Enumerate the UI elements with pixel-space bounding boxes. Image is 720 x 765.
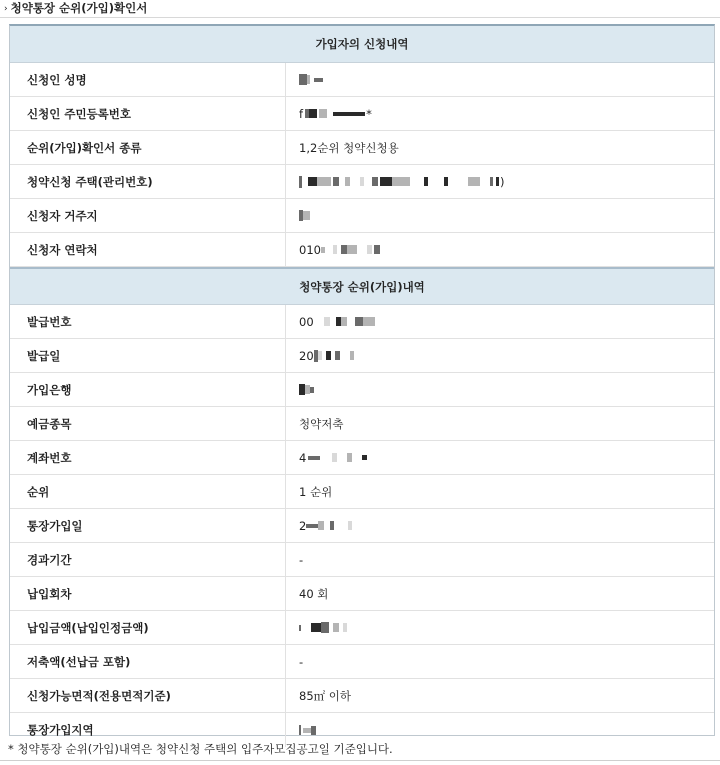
- redaction-mark: [330, 521, 334, 530]
- redaction-mark: [348, 521, 352, 530]
- join-date-label: 통장가입일: [10, 509, 286, 542]
- certificate-table: [9, 24, 715, 736]
- table-row: [10, 509, 714, 543]
- join-date-value: 2: [286, 509, 714, 542]
- redaction-mark: [299, 176, 302, 188]
- redaction-mark: [318, 351, 322, 360]
- redaction-mark: [424, 177, 428, 186]
- payment-count-value: 40 회: [299, 586, 329, 601]
- elapsed-period-label: 경과기간: [10, 543, 286, 576]
- redaction-mark: [303, 728, 311, 733]
- table-row: [10, 577, 714, 611]
- residence-label: 신청자 거주지: [10, 199, 286, 232]
- table-row: [10, 441, 714, 475]
- table-row: [10, 611, 714, 645]
- table-row: [10, 305, 714, 339]
- redaction-mark: [363, 317, 375, 326]
- savings-amount-label: 저축액(선납금 포함): [10, 645, 286, 678]
- applicant-rrn-label: 신청인 주민등록번호: [10, 97, 286, 130]
- redaction-mark: [299, 625, 301, 631]
- redaction-mark: [374, 245, 380, 254]
- redaction-mark: [321, 247, 325, 253]
- bank-label: 가입은행: [10, 373, 286, 406]
- redaction-mark: [319, 109, 327, 118]
- account-number-label: 계좌번호: [10, 441, 286, 474]
- issue-number-label: 발급번호: [10, 305, 286, 338]
- certificate-type-value: 1,2순위 청약신청용: [299, 140, 399, 155]
- redaction-mark: [311, 623, 321, 632]
- page-title-text: 청약통장 순위(가입)확인서: [10, 1, 148, 15]
- redaction-mark: [333, 112, 351, 116]
- redaction-mark: [299, 74, 307, 85]
- redaction-mark: [468, 177, 480, 186]
- redaction-mark: [318, 521, 324, 530]
- table-row: [10, 543, 714, 577]
- redaction-mark: [309, 109, 317, 118]
- redaction-mark: [350, 351, 354, 360]
- redaction-mark: [490, 177, 493, 186]
- rank-label: 순위: [10, 475, 286, 508]
- contact-label: 신청자 연락처: [10, 233, 286, 266]
- account-region-label: 통장가입지역: [10, 713, 286, 747]
- table-row: [10, 339, 714, 373]
- redaction-mark: [321, 622, 329, 633]
- footnote: * 청약통장 순위(가입)내역은 청약신청 주택의 입주자모집공고일 기준입니다.: [8, 742, 393, 756]
- deposit-type-label: 예금종목: [10, 407, 286, 440]
- redaction-mark: [444, 177, 448, 186]
- bank-value: [286, 373, 714, 406]
- residence-value: [286, 199, 714, 232]
- redaction-mark: [308, 177, 317, 186]
- table-row: [10, 199, 714, 233]
- redaction-mark: [333, 623, 339, 632]
- redaction-mark: [311, 726, 316, 735]
- redaction-mark: [392, 177, 410, 186]
- rank-value: 1 순위: [299, 484, 333, 499]
- savings-amount-value: -: [299, 654, 304, 669]
- table-row: [10, 97, 714, 131]
- payment-count-label: 납입회차: [10, 577, 286, 610]
- redaction-mark: [367, 245, 372, 254]
- table-row: [10, 63, 714, 97]
- housing-label: 청약신청 주택(관리번호): [10, 165, 286, 198]
- applicant-section-heading: 가입자의 신청내역: [10, 26, 714, 63]
- issue-date-label: 발급일: [10, 339, 286, 372]
- eligible-area-value: 85㎡ 이하: [299, 688, 352, 703]
- redaction-mark: [496, 177, 499, 186]
- issue-date-value: 20: [286, 339, 714, 372]
- table-row: [10, 679, 714, 713]
- redaction-mark: [380, 177, 392, 186]
- redaction-mark: [351, 112, 365, 116]
- redaction-mark: [355, 317, 363, 326]
- redaction-mark: [362, 455, 367, 460]
- redaction-mark: [314, 78, 323, 82]
- table-row: [10, 645, 714, 679]
- divider: [0, 760, 720, 761]
- redaction-mark: [333, 245, 337, 254]
- applicant-name-label: 신청인 성명: [10, 63, 286, 96]
- redaction-mark: [307, 75, 310, 84]
- redaction-mark: [306, 524, 318, 528]
- payment-amount-label: 납입금액(납입인정금액): [10, 611, 286, 644]
- applicant-rrn-value: f *: [299, 106, 372, 121]
- payment-amount-value: [286, 611, 714, 644]
- redaction-mark: [360, 177, 364, 186]
- account-section-heading: 청약통장 순위(가입)내역: [10, 267, 714, 305]
- table-row: [10, 407, 714, 441]
- redaction-mark: [335, 351, 340, 360]
- redaction-mark: [341, 317, 347, 326]
- redaction-mark: [308, 456, 320, 460]
- page-title: [0, 0, 720, 18]
- redaction-mark: [303, 211, 310, 220]
- redaction-mark: [347, 245, 357, 254]
- redaction-mark: [299, 725, 301, 735]
- eligible-area-label: 신청가능면적(전용면적기준): [10, 679, 286, 712]
- redaction-mark: [345, 177, 350, 186]
- contact-value: 010: [286, 233, 714, 266]
- account-number-value: 4: [286, 441, 714, 474]
- deposit-type-value: 청약저축: [299, 416, 344, 431]
- redaction-mark: [332, 453, 337, 462]
- issue-number-value: 00: [286, 305, 714, 338]
- housing-value: ): [286, 165, 714, 198]
- elapsed-period-value: -: [299, 552, 304, 567]
- applicant-name-value: [286, 63, 714, 96]
- redaction-mark: [343, 623, 347, 632]
- redaction-mark: [372, 177, 378, 186]
- redaction-mark: [333, 177, 339, 186]
- redaction-mark: [326, 351, 331, 360]
- table-row: [10, 233, 714, 267]
- table-row: [10, 131, 714, 165]
- chevron-right-icon: ›: [4, 4, 8, 14]
- table-row: [10, 475, 714, 509]
- table-row: [10, 373, 714, 407]
- redaction-mark: [317, 177, 331, 186]
- certificate-type-label: 순위(가입)확인서 종류: [10, 131, 286, 164]
- redaction-mark: [310, 387, 314, 393]
- table-row: [10, 165, 714, 199]
- redaction-mark: [347, 453, 352, 462]
- redaction-mark: [324, 317, 330, 326]
